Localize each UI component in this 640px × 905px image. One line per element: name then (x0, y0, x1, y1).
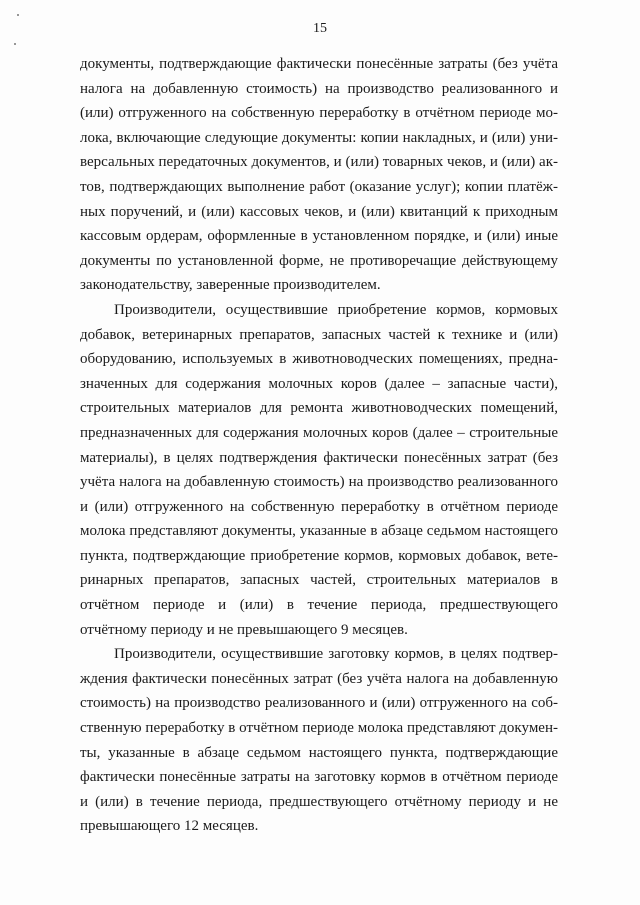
body-text (80, 52, 558, 839)
scan-speck (14, 43, 16, 45)
paragraph-1: документы, подтверждающие фактически понесённые затраты (без учёта налога на добавленную стоимость) на производство реализованного и (или) отгруженного на собственную переработку в отчётном периоде молока, включающие следующие документы: копии накладных, и (или) универсальных передаточных документов, и (или) товарных чеков, и (или) актов, подтверждающих выполнение работ (оказание услуг); копии платёжных поручений, и (или) кассовых чеков, и (или) квитанций к приходным кассовым ордерам, оформленные в установленном порядке, и (или) иные документы по установленной форме, не противоречащие действующему законодательству, заверенные производителем. (80, 56, 558, 294)
paragraph-3: Производители, осуществившие заготовку кормов, в целях подтверждения фактически понесённых затрат (без учёта налога на добавленную стоимость) на производство реализованного и (или) отгруженного на собственную переработку в отчётном периоде молока представляют документы, указанные в абзаце седьмом настоящего пункта, подтверждающие фактически понесённые затраты на заготовку кормов в отчётном периоде и (или) в течение периода, предшествующего отчётному периоду и не превышающего 12 месяцев. (80, 646, 558, 835)
paragraph-2: Производители, осуществившие приобретение кормов, кормовых добавок, ветеринарных препаратов, запасных частей к технике и (или) оборудованию, используемых в животноводческих помещениях, предназначенных для содержания молочных коров (далее – запасные части), строительных материалов для ремонта животноводческих помещений, предназначенных для содержания молочных коров (далее – строительные материалы), в целях подтверждения фактически понесённых затрат (без учёта налога на добавленную стоимость) на производство реализованного и (или) отгруженного на собственную переработку в отчётном периоде молока представляют документы, указанные в абзаце седьмом настоящего пункта, подтверждающие приобретение кормов, кормовых добавок, ветеринарных препаратов, запасных частей, строительных материалов в отчётном периоде и (или) в течение периода, предшествующего отчётному периоду и не превышающего 9 месяцев. (80, 301, 558, 638)
scan-speck (17, 14, 19, 16)
page-number: 15 (313, 21, 327, 36)
